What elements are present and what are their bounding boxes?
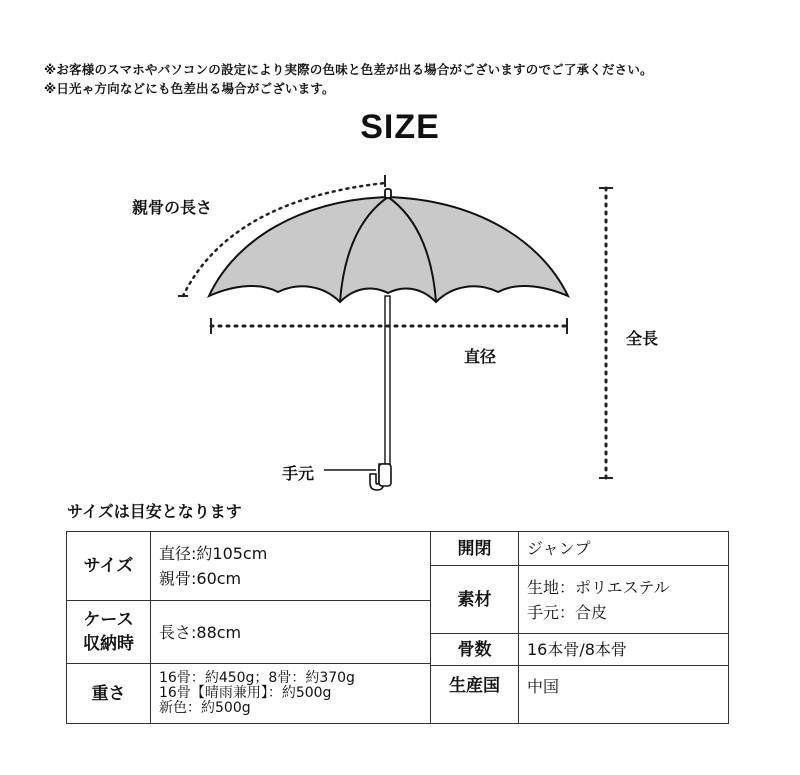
spec-row-weight	[67, 664, 431, 724]
spec-value-origin: 中国	[519, 666, 729, 724]
spec-row-open	[431, 532, 729, 566]
umbrella-canopy	[209, 197, 568, 302]
umbrella-shaft	[385, 296, 390, 464]
rib-length-label: 親骨の長さ	[132, 198, 213, 217]
spec-row-size	[67, 532, 431, 601]
spec-row-material	[431, 566, 729, 634]
sunlight-disclaimer-note: ※日光ゃ方向などにも色差出る場合がございます。	[44, 81, 335, 96]
spec-header-origin: 生産国	[431, 666, 519, 724]
spec-weight-line3: 新色：約500g	[159, 700, 251, 716]
umbrella-tip	[385, 189, 391, 198]
spec-value-case: 長さ:88cm	[151, 601, 431, 664]
spec-value-ribs: 16本骨/8本骨	[519, 634, 729, 666]
spec-material-fabric: 生地：ポリエステル	[527, 577, 670, 597]
handle-label: 手元	[282, 464, 315, 483]
spec-value-size	[151, 532, 431, 601]
spec-header-weight: 重さ	[67, 664, 151, 724]
handle-grip	[379, 464, 391, 486]
spec-value-weight	[151, 664, 431, 724]
spec-size-rib: 親骨:60cm	[159, 569, 242, 588]
spec-weight-line1: 16骨：約450g；8骨：約370g	[159, 670, 355, 686]
spec-header-size: サイズ	[67, 532, 151, 601]
spec-header-case	[67, 601, 151, 664]
spec-row-ribs	[431, 634, 729, 666]
spec-header-case-line2: 収納時	[83, 634, 134, 654]
spec-header-ribs: 骨数	[431, 634, 519, 666]
spec-value-material	[519, 566, 729, 634]
spec-table-right	[430, 531, 729, 724]
spec-weight-line2: 16骨【晴雨兼用】：約500g	[159, 685, 332, 701]
spec-header-material: 素材	[431, 566, 519, 634]
color-disclaimer-note: ※お客様のスマホやパソコンの設定により実際の色味と色差が出る場合がございますのでご了承ください。	[44, 62, 653, 77]
spec-header-open: 開閉	[431, 532, 519, 566]
total-length-label: 全長	[626, 329, 659, 348]
spec-header-case-line1: ケース	[83, 610, 134, 630]
spec-row-case	[67, 601, 431, 664]
spec-row-origin	[431, 666, 729, 724]
size-approximate-note: サイズは目安となります	[67, 502, 242, 521]
diameter-label: 直径	[464, 347, 497, 366]
spec-material-handle: 手元：合皮	[527, 602, 608, 622]
spec-size-diameter: 直径:約105cm	[159, 544, 268, 563]
spec-value-open: ジャンプ	[519, 532, 729, 566]
page-title: SIZE	[360, 108, 440, 146]
spec-table-left	[66, 531, 431, 724]
